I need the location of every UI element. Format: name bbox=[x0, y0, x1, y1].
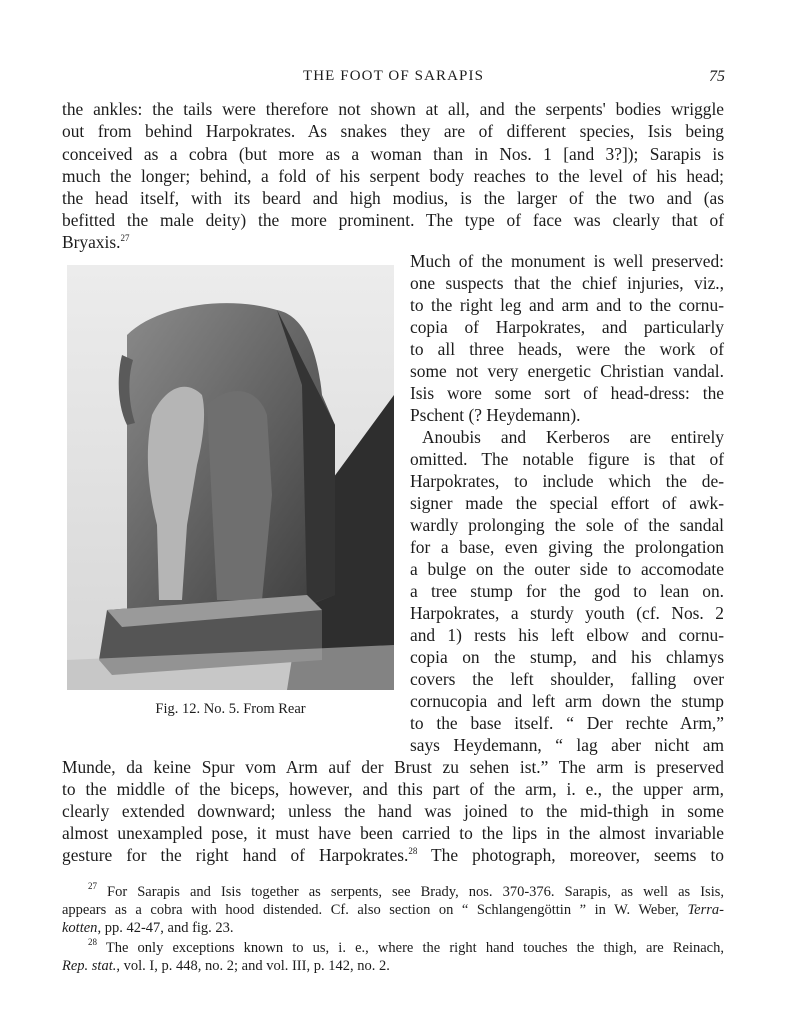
footnote-27 bbox=[88, 881, 724, 901]
text-fragment: Bryaxis. bbox=[62, 232, 121, 252]
text-line: the ankles: the tails were therefore not shown at all, and the serpents' bodies wriggle bbox=[62, 99, 724, 119]
text-line: and 1) rests his left elbow and cornu- bbox=[410, 625, 724, 645]
text-line: Harpokrates, to include which the de- bbox=[410, 471, 724, 491]
text-line: Anoubis and Kerberos are entirely bbox=[422, 427, 724, 447]
text-line: Isis wore some sort of head-dress: the bbox=[410, 383, 724, 403]
text-line: out from behind Harpokrates. As snakes they are of different species, Isis being bbox=[62, 121, 724, 141]
text-line: Munde, da keine Spur vom Arm auf der Brust zu sehen ist.” The arm is preserved bbox=[62, 757, 724, 777]
footnote-text: For Sarapis and Isis together as serpents, see Brady, nos. 370-376. Sarapis, as well as Isis, bbox=[97, 884, 724, 900]
text-line: omitted. The notable figure is that of bbox=[410, 449, 724, 469]
running-header bbox=[62, 68, 725, 88]
footnote-ref-28: 28 bbox=[408, 846, 418, 856]
text-line: for a base, even giving the prolongation bbox=[410, 537, 724, 557]
footnote-mark: 27 bbox=[88, 881, 97, 891]
text-line: cornucopia and left arm down the stump bbox=[410, 691, 724, 711]
running-title: THE FOOT OF SARAPIS bbox=[302, 68, 485, 84]
text-line: befitted the male deity) the more prominent. The type of face was clearly that of bbox=[62, 210, 724, 230]
text-line: wardly prolonging the sole of the sandal bbox=[410, 515, 724, 535]
footnote-italic: Terra- bbox=[687, 902, 724, 918]
text-line: Much of the monument is well preserved: bbox=[410, 251, 724, 271]
footnote-text: , pp. 42-47, and fig. 23. bbox=[97, 920, 234, 936]
text-line: Harpokrates, a sturdy youth (cf. Nos. 2 bbox=[410, 603, 724, 623]
text-line: a tree stump for the god to lean on. bbox=[410, 581, 724, 601]
text-line: says Heydemann, “ lag aber nicht am bbox=[410, 735, 724, 755]
text-line: to the middle of the biceps, however, and this part of the arm, i. e., the upper arm, bbox=[62, 779, 724, 799]
footnote-italic: Rep. stat. bbox=[62, 958, 117, 974]
figure-photo bbox=[67, 265, 394, 690]
text-line: signer made the special effort of awk- bbox=[410, 493, 724, 513]
text-line: much the longer; behind, a fold of his serpent body reaches to the level of his head; bbox=[62, 166, 724, 186]
text-line: some not very energetic Christian vandal. bbox=[410, 361, 724, 381]
footnote-text: The only exceptions known to us, i. e., where the right hand touches the thigh, are Reinach, bbox=[97, 940, 724, 956]
text-line: copia of Harpokrates, and particularly bbox=[410, 317, 724, 337]
figure-caption: Fig. 12. No. 5. From Rear bbox=[155, 701, 306, 717]
footnote-27-line bbox=[62, 902, 724, 919]
text-line: to the base itself. “ Der rechte Arm,” bbox=[410, 713, 724, 733]
footnote-text: , vol. I, p. 448, no. 2; and vol. III, p. 142, no. 2. bbox=[116, 958, 390, 974]
text-line: covers the left shoulder, falling over bbox=[410, 669, 724, 689]
footnote-mark: 28 bbox=[88, 937, 97, 947]
footnote-text: appears as a cobra with hood distended. Cf. also section on “ Schlangengöttin ” in W. Weber, bbox=[62, 902, 688, 918]
footnote-ref-27: 27 bbox=[120, 233, 130, 243]
text-line: one suspects that the chief injuries, viz., bbox=[410, 273, 724, 293]
text-line: clearly extended downward; unless the hand was joined to the mid-thigh in some bbox=[62, 801, 724, 821]
text-line: the head itself, with its beard and high modius, is the larger of the two and (as bbox=[62, 188, 724, 208]
text-line bbox=[62, 845, 724, 865]
text-fragment: The photograph, moreover, seems to bbox=[417, 845, 724, 865]
footnote-italic: kotten bbox=[62, 920, 98, 936]
text-line bbox=[62, 232, 724, 252]
text-line: copia on the stump, and his chlamys bbox=[410, 647, 724, 667]
text-line: conceived as a cobra (but more as a woman than in Nos. 1 [and 3?]); Sarapis is bbox=[62, 144, 724, 164]
page-number: 75 bbox=[709, 68, 725, 85]
footnote-27-line bbox=[62, 920, 724, 937]
sculpture-photo-icon bbox=[67, 265, 394, 690]
text-line: Pschent (? Heydemann). bbox=[410, 405, 581, 425]
footnote-28 bbox=[88, 937, 724, 957]
text-line: almost unexampled pose, it must have been carried to the lips in the almost invariable bbox=[62, 823, 724, 843]
text-line: a bulge on the outer side to accomodate bbox=[410, 559, 724, 579]
text-line: to all three heads, were the work of bbox=[410, 339, 724, 359]
footnote-28-line bbox=[62, 958, 724, 975]
text-fragment: gesture for the right hand of Harpokrates. bbox=[62, 845, 409, 865]
text-line: to the right leg and arm and to the cornu- bbox=[410, 295, 724, 315]
